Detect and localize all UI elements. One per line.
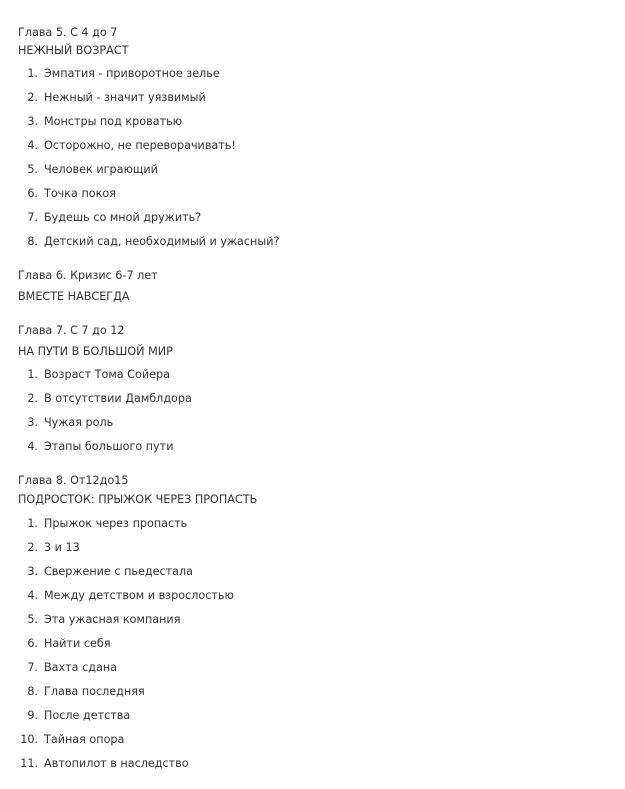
item-text: Свержение с пьедестала <box>44 565 194 578</box>
item-number: 4. <box>27 589 38 602</box>
item-text: Будешь со мной дружить? <box>44 211 202 224</box>
item-text: В отсутствии Дамблдора <box>44 392 192 405</box>
item-text: Нежный - значит уязвимый <box>44 91 206 104</box>
list-item[interactable] <box>18 685 145 699</box>
list-item[interactable] <box>18 613 180 627</box>
list-item[interactable] <box>18 163 158 177</box>
item-text: Возраст Тома Сойера <box>44 368 170 381</box>
list-item[interactable] <box>18 757 189 771</box>
chapter-5-heading: Глава 5. С 4 до 7 <box>18 26 118 39</box>
item-number: 5. <box>27 613 38 626</box>
list-item[interactable] <box>18 541 80 555</box>
item-text: Глава последняя <box>44 685 145 698</box>
item-number: 7. <box>27 661 38 674</box>
chapter-6-title: ВМЕСТЕ НАВСЕГДА <box>18 290 130 303</box>
item-text: Вахта сдана <box>44 661 117 674</box>
list-item[interactable] <box>18 589 234 603</box>
item-number: 2. <box>27 541 38 554</box>
list-item[interactable] <box>18 733 124 747</box>
list-item[interactable] <box>18 709 130 723</box>
item-number: 4. <box>27 139 38 152</box>
list-item[interactable] <box>18 440 173 454</box>
chapter-7-title: НА ПУТИ В БОЛЬШОЙ МИР <box>18 345 173 358</box>
list-item[interactable] <box>18 517 187 531</box>
list-item[interactable] <box>18 139 236 153</box>
item-text: Автопилот в наследство <box>44 757 189 770</box>
item-number: 6. <box>27 637 38 650</box>
item-number: 1. <box>27 67 38 80</box>
chapter-7-heading: Глава 7. С 7 до 12 <box>18 324 125 337</box>
item-text: Монстры под кроватью <box>44 115 183 128</box>
item-text: Чужая роль <box>44 416 114 429</box>
list-item[interactable] <box>18 67 220 81</box>
item-number: 2. <box>27 392 38 405</box>
item-text: Этапы большого пути <box>44 440 174 453</box>
item-number: 3. <box>27 115 38 128</box>
item-text: Тайная опора <box>44 733 125 746</box>
item-text: 3 и 13 <box>44 541 80 554</box>
item-text: Между детством и взрослостью <box>44 589 234 602</box>
list-item[interactable] <box>18 211 201 225</box>
item-text: Найти себя <box>44 637 111 650</box>
item-number: 2. <box>27 91 38 104</box>
item-number: 1. <box>27 368 38 381</box>
item-text: После детства <box>44 709 131 722</box>
item-number: 9. <box>27 709 38 722</box>
item-number: 4. <box>27 440 38 453</box>
list-item[interactable] <box>18 416 113 430</box>
list-item[interactable] <box>18 115 182 129</box>
item-text: Детский сад, необходимый и ужасный? <box>44 235 280 248</box>
list-item[interactable] <box>18 661 117 675</box>
chapter-5-title: НЕЖНЫЙ ВОЗРАСТ <box>18 44 129 57</box>
item-number: 3. <box>27 565 38 578</box>
item-text: Прыжок через пропасть <box>44 517 188 530</box>
list-item[interactable] <box>18 91 206 105</box>
item-text: Точка покоя <box>44 187 116 200</box>
item-text: Эмпатия - приворотное зелье <box>44 67 220 80</box>
item-number: 7. <box>27 211 38 224</box>
item-text: Человек играющий <box>44 163 158 176</box>
item-number: 6. <box>27 187 38 200</box>
item-text: Осторожно, не переворачивать! <box>44 139 236 152</box>
chapter-8-title: ПОДРОСТОК: ПРЫЖОК ЧЕРЕЗ ПРОПАСТЬ <box>18 493 258 506</box>
item-number: 10. <box>20 733 38 746</box>
item-number: 5. <box>27 163 38 176</box>
item-text: Эта ужасная компания <box>44 613 181 626</box>
chapter-8-heading: Глава 8. От12до15 <box>18 474 129 487</box>
chapter-6-heading: Глава 6. Кризис 6-7 лет <box>18 269 158 282</box>
list-item[interactable] <box>18 637 111 651</box>
list-item[interactable] <box>18 235 279 249</box>
item-number: 3. <box>27 416 38 429</box>
list-item[interactable] <box>18 368 170 382</box>
list-item[interactable] <box>18 187 116 201</box>
item-number: 8. <box>27 235 38 248</box>
item-number: 1. <box>27 517 38 530</box>
item-number: 11. <box>20 757 38 770</box>
list-item[interactable] <box>18 392 192 406</box>
item-number: 8. <box>27 685 38 698</box>
list-item[interactable] <box>18 565 193 579</box>
